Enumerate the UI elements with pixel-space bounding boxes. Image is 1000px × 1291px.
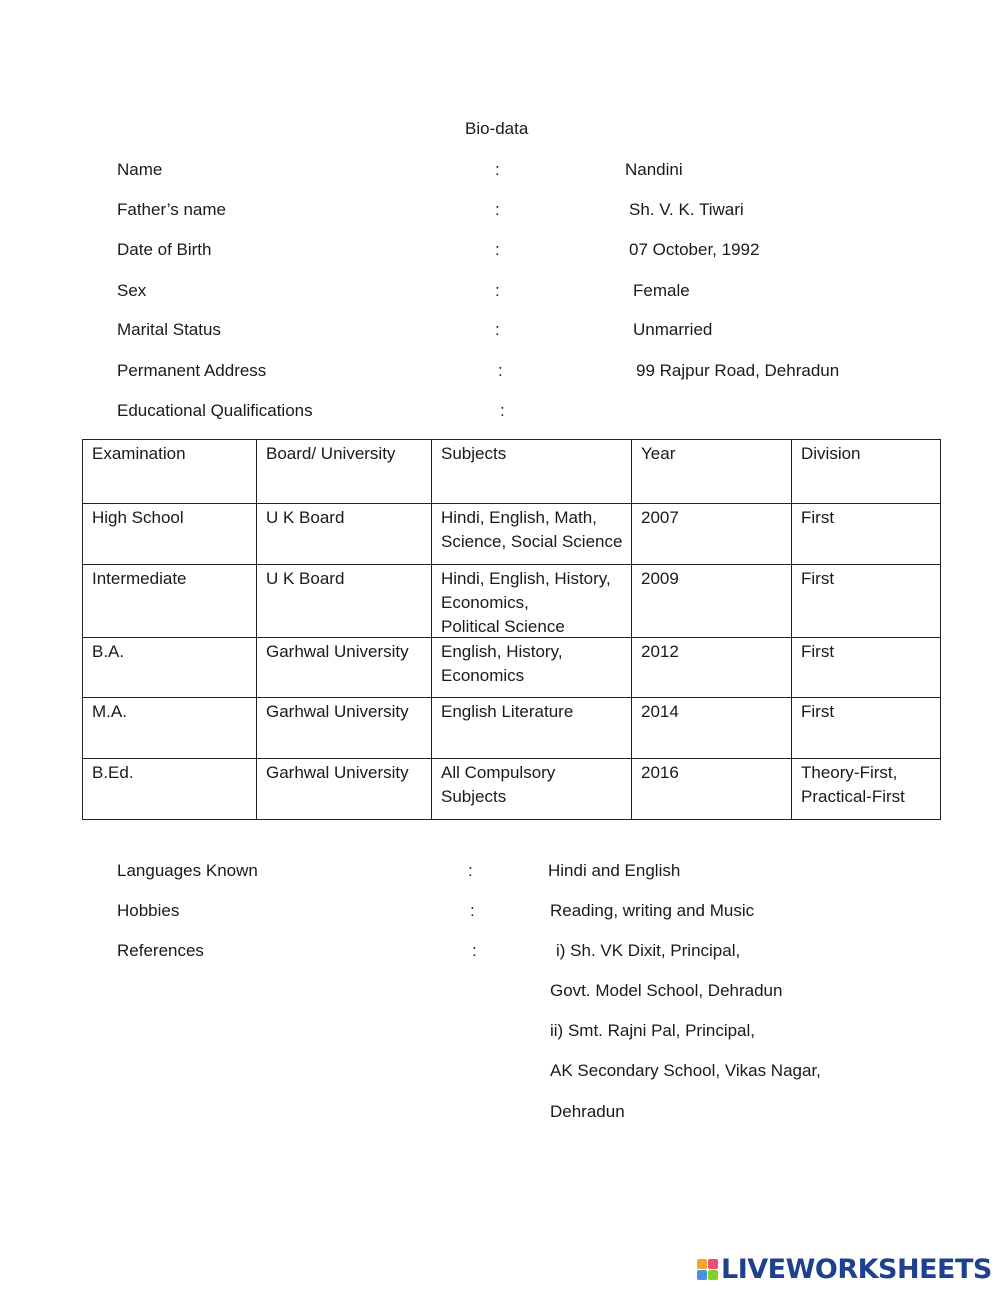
logo-square xyxy=(708,1259,718,1269)
reference-line: Dehradun xyxy=(550,1102,625,1121)
label-name: Name xyxy=(117,160,163,179)
reference-line: ii) Smt. Rajni Pal, Principal, xyxy=(550,1021,756,1040)
subjects-line: English Literature xyxy=(441,702,574,721)
division-line: Practical-First xyxy=(801,787,905,806)
cell-year: 2016 xyxy=(632,759,792,820)
label-marital-status: Marital Status xyxy=(117,320,221,339)
cell-exam: B.Ed. xyxy=(83,759,257,820)
division-line: First xyxy=(801,702,835,721)
label-fathers-name: Father’s name xyxy=(117,200,226,219)
label-educational-qualifications: Educational Qualifications xyxy=(117,401,313,420)
cell-subjects xyxy=(432,698,632,759)
cell-division xyxy=(792,698,941,759)
cell-subjects xyxy=(432,638,632,698)
header-division: Division xyxy=(792,440,941,504)
table-row xyxy=(83,698,941,759)
cell-board: U K Board xyxy=(257,504,432,565)
label-hobbies: Hobbies xyxy=(117,901,180,920)
cell-exam: Intermediate xyxy=(83,565,257,638)
subjects-line: Economics xyxy=(441,666,525,685)
colon: : xyxy=(498,361,503,380)
value-marital-status: Unmarried xyxy=(633,320,713,339)
subjects-line: Subjects xyxy=(441,787,507,806)
division-line: First xyxy=(801,642,835,661)
label-languages-known: Languages Known xyxy=(117,861,258,880)
table-header-row xyxy=(83,440,941,504)
subjects-line: Hindi, English, History, xyxy=(441,569,611,588)
label-sex: Sex xyxy=(117,281,147,300)
logo-square xyxy=(708,1270,718,1280)
subjects-line: All Compulsory xyxy=(441,763,556,782)
cell-board: Garhwal University xyxy=(257,638,432,698)
value-hobbies: Reading, writing and Music xyxy=(550,901,755,920)
colon: : xyxy=(472,941,477,960)
reference-line: Govt. Model School, Dehradun xyxy=(550,981,783,1000)
value-name: Nandini xyxy=(625,160,683,179)
colon: : xyxy=(470,901,475,920)
cell-subjects xyxy=(432,565,632,638)
cell-year: 2014 xyxy=(632,698,792,759)
colon: : xyxy=(500,401,505,420)
cell-division xyxy=(792,565,941,638)
value-date-of-birth: 07 October, 1992 xyxy=(629,240,760,259)
cell-exam: M.A. xyxy=(83,698,257,759)
value-sex: Female xyxy=(633,281,690,300)
value-fathers-name: Sh. V. K. Tiwari xyxy=(629,200,744,219)
table-row xyxy=(83,638,941,698)
liveworksheets-logo[interactable] xyxy=(697,1253,992,1285)
colon: : xyxy=(495,240,500,259)
division-line: First xyxy=(801,508,835,527)
colon: : xyxy=(495,160,500,179)
education-table xyxy=(82,439,941,820)
cell-exam: High School xyxy=(83,504,257,565)
colon: : xyxy=(495,200,500,219)
cell-year: 2007 xyxy=(632,504,792,565)
colon: : xyxy=(495,320,500,339)
table-row xyxy=(83,504,941,565)
reference-line: AK Secondary School, Vikas Nagar, xyxy=(550,1061,821,1080)
subjects-line: Hindi, English, Math, xyxy=(441,508,597,527)
value-reference-1: i) Sh. VK Dixit, Principal, xyxy=(556,941,741,960)
subjects-line: Political Science xyxy=(441,617,565,636)
header-examination: Examination xyxy=(83,440,257,504)
subjects-line: English, History, xyxy=(441,642,563,661)
table-row xyxy=(83,759,941,820)
cell-division xyxy=(792,638,941,698)
header-year: Year xyxy=(632,440,792,504)
subjects-line: Economics, xyxy=(441,593,529,612)
cell-subjects xyxy=(432,759,632,820)
logo-text: LIVEWORKSHEETS xyxy=(721,1253,992,1285)
logo-square xyxy=(697,1270,707,1280)
colon: : xyxy=(468,861,473,880)
header-subjects: Subjects xyxy=(432,440,632,504)
colon: : xyxy=(495,281,500,300)
cell-division xyxy=(792,504,941,565)
logo-mark-icon xyxy=(697,1259,718,1280)
value-permanent-address: 99 Rajpur Road, Dehradun xyxy=(636,361,840,380)
label-references: References xyxy=(117,941,204,960)
subjects-line: Science, Social Science xyxy=(441,532,623,551)
logo-square xyxy=(697,1259,707,1269)
division-line: First xyxy=(801,569,835,588)
cell-year: 2009 xyxy=(632,565,792,638)
division-line: Theory-First, xyxy=(801,763,898,782)
cell-exam: B.A. xyxy=(83,638,257,698)
cell-board: Garhwal University xyxy=(257,759,432,820)
header-board: Board/ University xyxy=(257,440,432,504)
label-permanent-address: Permanent Address xyxy=(117,361,267,380)
label-date-of-birth: Date of Birth xyxy=(117,240,212,259)
cell-year: 2012 xyxy=(632,638,792,698)
cell-subjects xyxy=(432,504,632,565)
cell-division xyxy=(792,759,941,820)
cell-board: Garhwal University xyxy=(257,698,432,759)
value-languages-known: Hindi and English xyxy=(548,861,681,880)
page-title: Bio-data xyxy=(465,119,529,138)
cell-board: U K Board xyxy=(257,565,432,638)
table-row xyxy=(83,565,941,638)
